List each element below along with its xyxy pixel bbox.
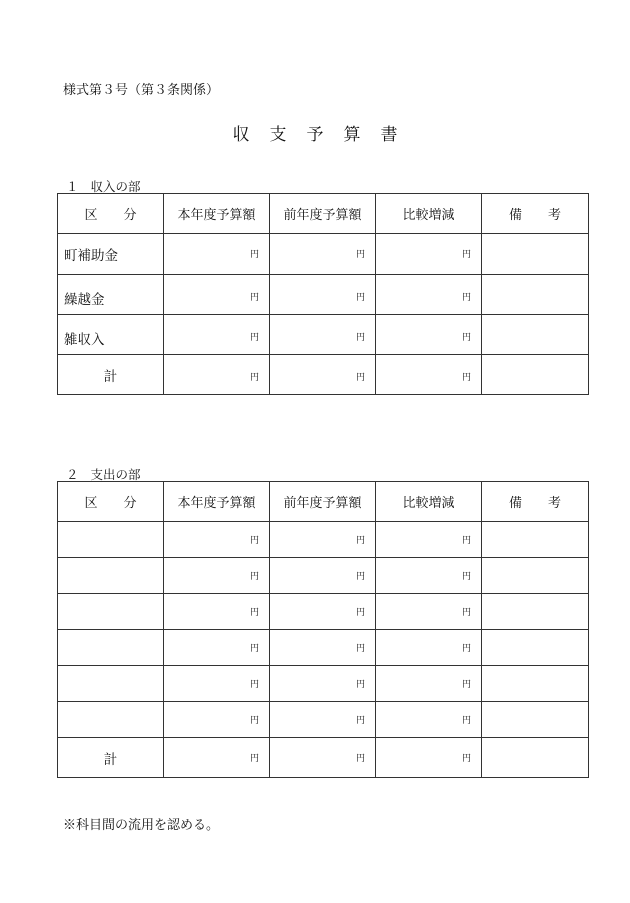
difference-cell: 円 xyxy=(376,558,482,594)
previous-budget-cell: 円 xyxy=(270,275,376,315)
footnote: ※科目間の流用を認める。 xyxy=(63,818,220,833)
difference-cell: 円 xyxy=(376,275,482,315)
current-budget-cell: 円 xyxy=(164,558,270,594)
income-total-row xyxy=(58,355,589,395)
header-current-budget: 本年度予算額 xyxy=(164,482,270,522)
remarks-cell xyxy=(482,355,589,395)
difference-cell: 円 xyxy=(376,738,482,778)
form-number: 様式第３号（第３条関係） xyxy=(63,83,220,98)
expense-total-row xyxy=(58,738,589,778)
current-budget-cell: 円 xyxy=(164,315,270,355)
remarks-cell xyxy=(482,630,589,666)
expense-section-title: 支出の部 xyxy=(90,467,141,482)
previous-budget-cell: 円 xyxy=(270,666,376,702)
current-budget-cell: 円 xyxy=(164,594,270,630)
table-row xyxy=(58,234,589,275)
difference-cell: 円 xyxy=(376,234,482,275)
current-budget-cell: 円 xyxy=(164,738,270,778)
header-category: 区 分 xyxy=(58,194,164,234)
difference-cell: 円 xyxy=(376,522,482,558)
table-row xyxy=(58,522,589,558)
table-row xyxy=(58,630,589,666)
category-cell: 繰越金 xyxy=(58,275,164,315)
header-difference: 比較増減 xyxy=(376,482,482,522)
remarks-cell xyxy=(482,275,589,315)
current-budget-cell: 円 xyxy=(164,702,270,738)
header-current-budget: 本年度予算額 xyxy=(164,194,270,234)
current-budget-cell: 円 xyxy=(164,522,270,558)
category-cell xyxy=(58,558,164,594)
difference-cell: 円 xyxy=(376,630,482,666)
expense-header-row xyxy=(58,482,589,522)
remarks-cell xyxy=(482,702,589,738)
category-cell xyxy=(58,594,164,630)
header-previous-budget: 前年度予算額 xyxy=(270,194,376,234)
difference-cell: 円 xyxy=(376,702,482,738)
header-previous-budget: 前年度予算額 xyxy=(270,482,376,522)
income-header-row xyxy=(58,194,589,234)
table-row xyxy=(58,558,589,594)
remarks-cell xyxy=(482,558,589,594)
previous-budget-cell: 円 xyxy=(270,522,376,558)
document-title: 収支予算書 xyxy=(232,125,418,145)
income-section-number: １ xyxy=(66,179,79,194)
previous-budget-cell: 円 xyxy=(270,355,376,395)
table-row xyxy=(58,594,589,630)
header-remarks: 備 考 xyxy=(482,194,589,234)
table-row xyxy=(58,702,589,738)
category-cell: 雑収入 xyxy=(58,315,164,355)
category-cell xyxy=(58,702,164,738)
difference-cell: 円 xyxy=(376,594,482,630)
header-remarks: 備 考 xyxy=(482,482,589,522)
current-budget-cell: 円 xyxy=(164,234,270,275)
category-cell xyxy=(58,630,164,666)
previous-budget-cell: 円 xyxy=(270,315,376,355)
remarks-cell xyxy=(482,522,589,558)
previous-budget-cell: 円 xyxy=(270,738,376,778)
category-cell xyxy=(58,666,164,702)
table-row xyxy=(58,275,589,315)
expense-table xyxy=(57,481,589,778)
remarks-cell xyxy=(482,315,589,355)
income-table xyxy=(57,193,589,395)
table-row xyxy=(58,315,589,355)
difference-cell: 円 xyxy=(376,666,482,702)
previous-budget-cell: 円 xyxy=(270,630,376,666)
previous-budget-cell: 円 xyxy=(270,594,376,630)
difference-cell: 円 xyxy=(376,315,482,355)
current-budget-cell: 円 xyxy=(164,355,270,395)
table-row xyxy=(58,666,589,702)
previous-budget-cell: 円 xyxy=(270,702,376,738)
category-cell: 町補助金 xyxy=(58,234,164,275)
remarks-cell xyxy=(482,666,589,702)
remarks-cell xyxy=(482,738,589,778)
category-cell xyxy=(58,522,164,558)
previous-budget-cell: 円 xyxy=(270,558,376,594)
current-budget-cell: 円 xyxy=(164,275,270,315)
difference-cell: 円 xyxy=(376,355,482,395)
expense-section-number: ２ xyxy=(66,467,79,482)
header-category: 区 分 xyxy=(58,482,164,522)
remarks-cell xyxy=(482,594,589,630)
previous-budget-cell: 円 xyxy=(270,234,376,275)
header-difference: 比較増減 xyxy=(376,194,482,234)
current-budget-cell: 円 xyxy=(164,666,270,702)
total-label: 計 xyxy=(58,355,164,395)
current-budget-cell: 円 xyxy=(164,630,270,666)
total-label: 計 xyxy=(58,738,164,778)
remarks-cell xyxy=(482,234,589,275)
income-section-title: 収入の部 xyxy=(90,179,141,194)
